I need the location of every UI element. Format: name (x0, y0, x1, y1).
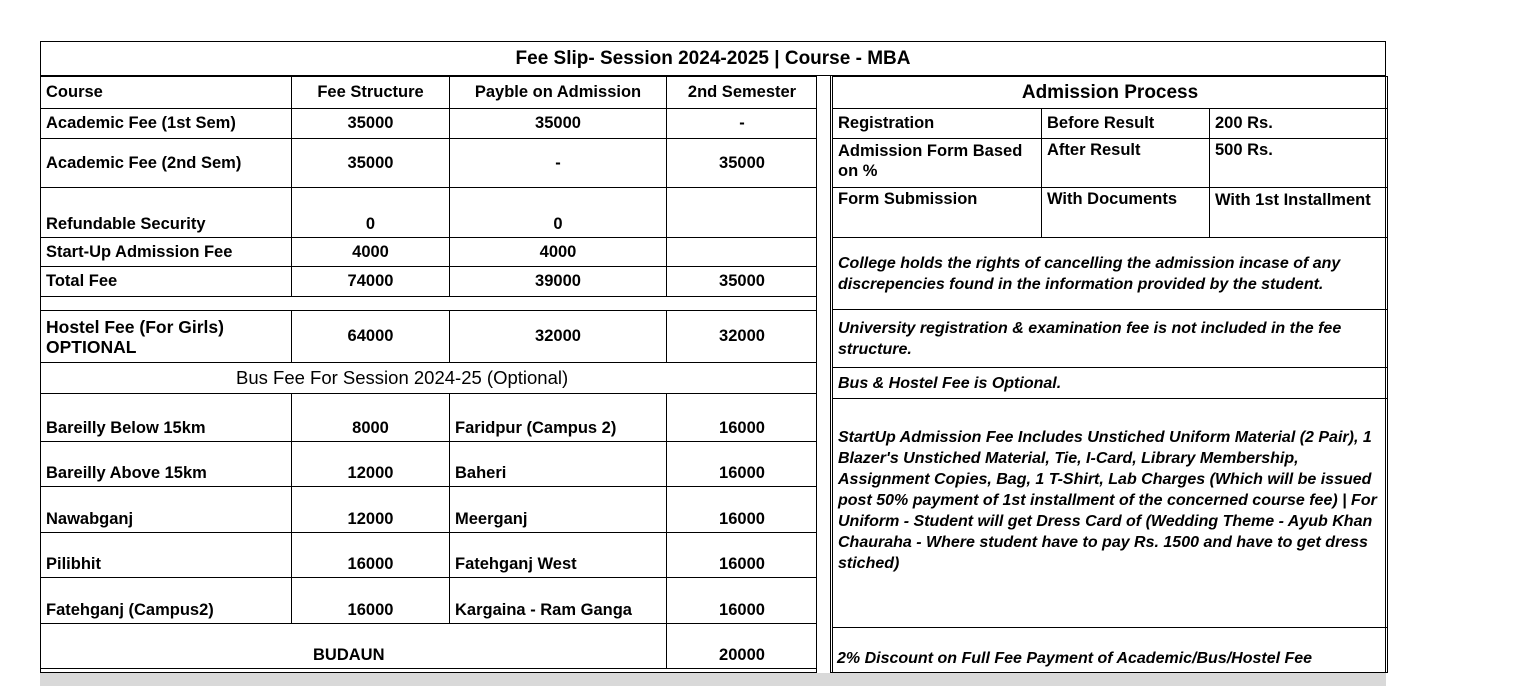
sem2-value: - (667, 109, 818, 139)
hostel-label: Hostel Fee (For Girls) OPTIONAL (41, 311, 292, 363)
admission-table (832, 76, 1388, 673)
table-row (41, 533, 818, 578)
bus-fee-value: 20000 (667, 624, 818, 669)
fee-label: Academic Fee (2nd Sem) (41, 139, 292, 188)
sem2-value (667, 238, 818, 267)
spacer-row (41, 297, 818, 311)
bus-fee-value: 16000 (667, 533, 818, 578)
fee-structure-value: 0 (292, 188, 450, 238)
sem2-value (667, 188, 818, 238)
sem2-value: 32000 (667, 311, 818, 363)
bus-location: Faridpur (Campus 2) (450, 394, 667, 442)
note-discount: 2% Discount on Full Fee Payment of Academic/Bus/Hostel Fee (833, 628, 1388, 673)
payable-value: 32000 (450, 311, 667, 363)
bus-location: Baheri (450, 442, 667, 487)
payable-value: 4000 (450, 238, 667, 267)
col-header-2nd-semester: 2nd Semester (667, 77, 818, 109)
footer-bar (40, 673, 1386, 686)
hostel-row (41, 311, 818, 363)
admission-step: Registration (833, 109, 1042, 139)
fee-structure-value: 35000 (292, 139, 450, 188)
bus-fee-value: 12000 (292, 487, 450, 533)
bus-location: Fatehganj West (450, 533, 667, 578)
sem2-value: 35000 (667, 267, 818, 297)
admission-condition: After Result (1042, 139, 1210, 188)
fee-structure-value: 64000 (292, 311, 450, 363)
admission-condition: Before Result (1042, 109, 1210, 139)
table-row (41, 109, 818, 139)
fee-structure-value: 74000 (292, 267, 450, 297)
table-row (41, 139, 818, 188)
table-row (41, 442, 818, 487)
col-header-payable-on-admission: Payble on Admission (450, 77, 667, 109)
bus-location: Bareilly Above 15km (41, 442, 292, 487)
fee-label: Total Fee (41, 267, 292, 297)
bus-fee-value: 16000 (667, 487, 818, 533)
page-title: Fee Slip- Session 2024-2025 | Course - MBA (41, 42, 1385, 76)
bus-location: Pilibhit (41, 533, 292, 578)
note-row (833, 310, 1388, 368)
admission-charge: 200 Rs. (1210, 109, 1388, 139)
admission-header-row (833, 77, 1388, 109)
col-header-course: Course (41, 77, 292, 109)
table-row (833, 109, 1388, 139)
total-row (41, 267, 818, 297)
note-row (833, 238, 1388, 310)
fee-label: Start-Up Admission Fee (41, 238, 292, 267)
bus-fee-value: 16000 (667, 442, 818, 487)
bus-fee-value: 12000 (292, 442, 450, 487)
fee-table (40, 76, 818, 669)
col-header-fee-structure: Fee Structure (292, 77, 450, 109)
bus-location: Meerganj (450, 487, 667, 533)
payable-value: 35000 (450, 109, 667, 139)
bus-fee-value: 8000 (292, 394, 450, 442)
table-row (833, 139, 1388, 188)
admission-charge: With 1st Installment (1210, 188, 1388, 238)
bus-fee-value: 16000 (667, 578, 818, 624)
note-row (833, 628, 1388, 673)
table-row (41, 394, 818, 442)
note-startup-fee: StartUp Admission Fee Includes Unstiched Uniform Material (2 Pair), 1 Blazer's Unstiched Material, Tie, I-Card, Library Membership, Assignment Copies, Bag, 1 T-Shirt, Lab Charges (Which will be issued post 50% payment of 1st installment of the concerned course fee) | For Uniform - Student will get Dress Card of (Wedding Theme - Ayub Khan Chauraha - Where student have to pay Rs. 1500 and have to get dress stiched) (833, 399, 1388, 628)
sem2-value: 35000 (667, 139, 818, 188)
note-cancellation: College holds the rights of cancelling the admission incase of any discrepencies found in the information provided by the student. (833, 238, 1388, 310)
admission-step: Form Submission (833, 188, 1042, 238)
admission-step: Admission Form Based on % (833, 139, 1042, 188)
fee-label: Academic Fee (1st Sem) (41, 109, 292, 139)
bus-heading-row (41, 363, 818, 394)
bus-fee-heading: Bus Fee For Session 2024-25 (Optional) (41, 363, 818, 394)
bus-location: Nawabganj (41, 487, 292, 533)
fee-structure-value: 35000 (292, 109, 450, 139)
payable-value: 39000 (450, 267, 667, 297)
bus-location: BUDAUN (41, 624, 667, 669)
table-row (833, 188, 1388, 238)
table-row (41, 238, 818, 267)
payable-value: 0 (450, 188, 667, 238)
admission-charge: 500 Rs. (1210, 139, 1388, 188)
bus-fee-value: 16000 (292, 533, 450, 578)
bus-fee-value: 16000 (667, 394, 818, 442)
admission-process-heading: Admission Process (833, 77, 1388, 109)
fee-slip (40, 41, 1386, 673)
bus-location: Fatehganj (Campus2) (41, 578, 292, 624)
note-optional-fees: Bus & Hostel Fee is Optional. (833, 368, 1388, 399)
fee-label: Refundable Security (41, 188, 292, 238)
note-university-fee: University registration & examination fee is not included in the fee structure. (833, 310, 1388, 368)
fee-structure-value: 4000 (292, 238, 450, 267)
table-row (41, 578, 818, 624)
table-row (41, 188, 818, 238)
bus-location: Kargaina - Ram Ganga (450, 578, 667, 624)
table-row (41, 487, 818, 533)
bus-location: Bareilly Below 15km (41, 394, 292, 442)
note-row (833, 368, 1388, 399)
payable-value: - (450, 139, 667, 188)
admission-condition: With Documents (1042, 188, 1210, 238)
column-separator (816, 76, 831, 674)
note-row (833, 399, 1388, 628)
budaun-row (41, 624, 818, 669)
bus-fee-value: 16000 (292, 578, 450, 624)
fee-header-row (41, 77, 818, 109)
